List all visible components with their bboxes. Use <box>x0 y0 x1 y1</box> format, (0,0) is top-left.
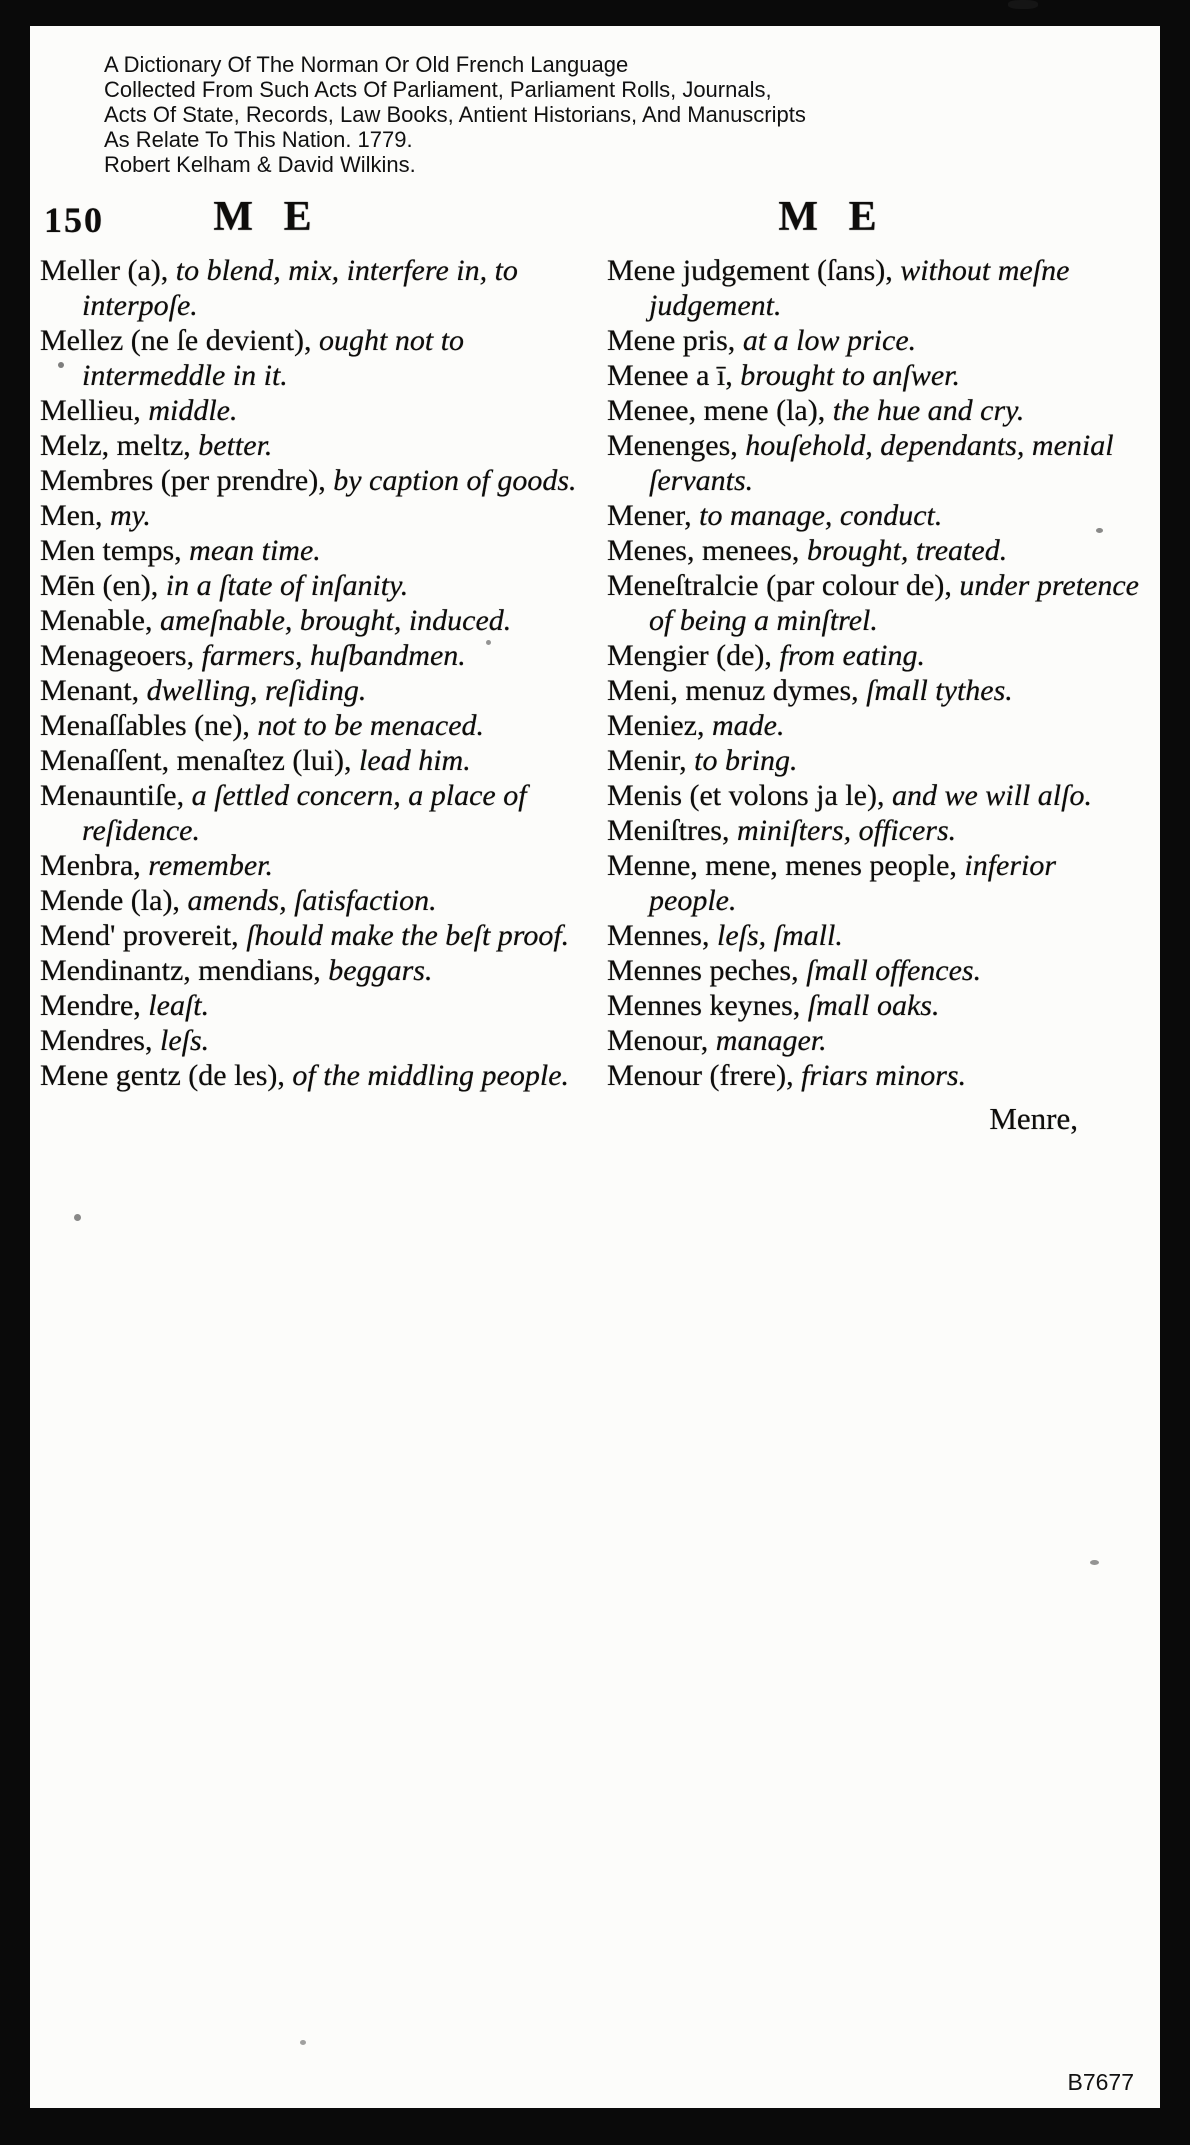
entry-term: Menne, mene, menes people, <box>607 849 957 882</box>
entry-term: Menenges, <box>607 429 738 462</box>
entry-definition: not to be menaced. <box>257 709 485 742</box>
left-column <box>40 253 581 1093</box>
entry-definition: to bring. <box>694 744 798 777</box>
entry-term: Menageoers, <box>40 639 195 672</box>
entry-term: Meniſtres, <box>607 814 730 847</box>
dictionary-entry <box>40 568 581 603</box>
entry-term: Men temps, <box>40 534 182 567</box>
entry-term: Menant, <box>40 674 140 707</box>
entry-term: Melz, meltz, <box>40 429 191 462</box>
dictionary-entry <box>607 988 1148 1023</box>
dictionary-entry <box>607 813 1148 848</box>
dictionary-entry <box>607 533 1148 568</box>
entry-term: Mellieu, <box>40 394 141 427</box>
dictionary-entry <box>40 883 581 918</box>
entry-term: Mende (la), <box>40 884 180 917</box>
entry-definition: my. <box>110 499 151 532</box>
entry-definition: to manage, conduct. <box>699 499 943 532</box>
running-head <box>30 193 1160 247</box>
entry-term: Menee, mene (la), <box>607 394 826 427</box>
entry-definition: inferior people. <box>649 849 1057 917</box>
entry-term: Menee a ī, <box>607 359 733 392</box>
dictionary-entry <box>40 1058 581 1093</box>
dictionary-entry <box>40 953 581 988</box>
dictionary-entry <box>607 323 1148 358</box>
entry-term: Mend' provereit, <box>40 919 239 952</box>
entry-term: Menable, <box>40 604 153 637</box>
entry-term: Menaſſent, menaſtez (lui), <box>40 744 352 777</box>
entry-term: Menbra, <box>40 849 141 882</box>
dictionary-entry <box>40 428 581 463</box>
column-header-right: M E <box>778 194 887 240</box>
dictionary-entry <box>607 428 1148 498</box>
entry-definition: miniſters, officers. <box>736 814 957 847</box>
dictionary-entry <box>40 393 581 428</box>
entry-term: Meniez, <box>607 709 705 742</box>
entry-definition: middle. <box>148 394 238 427</box>
page-paper <box>30 26 1160 2108</box>
dictionary-entry <box>40 463 581 498</box>
entry-term: Mennes, <box>607 919 710 952</box>
entry-definition: the hue and cry. <box>832 394 1025 427</box>
dictionary-entry <box>607 498 1148 533</box>
entry-definition: leſs, ſmall. <box>716 919 843 952</box>
entry-definition: remember. <box>148 849 273 882</box>
entry-definition: beggars. <box>328 954 433 987</box>
dictionary-entry <box>40 498 581 533</box>
dictionary-entry <box>607 358 1148 393</box>
entry-term: Mene gentz (de les), <box>40 1059 285 1092</box>
entry-definition: amends, ſatisfaction. <box>187 884 437 917</box>
scan-speckle <box>1008 0 1038 9</box>
entry-term: Menir, <box>607 744 687 777</box>
entry-term: Mene judgement (ſans), <box>607 254 893 287</box>
entry-definition: by caption of goods. <box>333 464 577 497</box>
bibliographic-header <box>30 26 1160 177</box>
header-line: A Dictionary Of The Norman Or Old French Language <box>104 52 629 77</box>
entry-definition: in a ſtate of inſanity. <box>165 569 409 602</box>
header-line: Acts Of State, Records, Law Books, Antient Historians, And Manuscripts <box>104 102 806 127</box>
entry-definition: manager. <box>715 1024 827 1057</box>
dictionary-entry <box>40 918 581 953</box>
entry-term: Mener, <box>607 499 692 532</box>
dictionary-entry <box>607 953 1148 988</box>
entry-definition: a ſettled concern, a place of reſidence. <box>82 779 527 847</box>
entry-definition: under pretence of being a minſtrel. <box>649 569 1139 637</box>
dictionary-entry <box>607 638 1148 673</box>
entry-term: Menour (frere), <box>607 1059 794 1092</box>
dictionary-entry <box>40 743 581 778</box>
entry-definition: lead him. <box>359 744 471 777</box>
entry-term: Mengier (de), <box>607 639 772 672</box>
entry-term: Men, <box>40 499 103 532</box>
column-header-left: M E <box>213 194 322 240</box>
dictionary-entry <box>607 673 1148 708</box>
dictionary-entry <box>40 603 581 638</box>
entry-definition: without meſne judgement. <box>649 254 1070 322</box>
dictionary-entry <box>40 323 581 393</box>
entry-definition: ſhould make the beſt proof. <box>246 919 570 952</box>
catchword: Menre, <box>989 1101 1078 1136</box>
entry-term: Mendinantz, mendians, <box>40 954 321 987</box>
dictionary-entry <box>607 918 1148 953</box>
header-line: Collected From Such Acts Of Parliament, Parliament Rolls, Journals, <box>104 77 772 102</box>
entry-term: Mellez (ne ſe devient), <box>40 324 312 357</box>
header-line: Robert Kelham & David Wilkins. <box>104 152 416 177</box>
entry-term: Menes, menees, <box>607 534 800 567</box>
scan-reference-id: B7677 <box>1067 2069 1134 2095</box>
dictionary-entry <box>607 708 1148 743</box>
entry-term: Meneſtralcie (par colour de), <box>607 569 952 602</box>
entry-definition: dwelling, reſiding. <box>146 674 367 707</box>
entry-term: Meni, menuz dymes, <box>607 674 859 707</box>
entry-definition: ameſnable, brought, induced. <box>159 604 512 637</box>
dictionary-entry <box>40 1023 581 1058</box>
entry-term: Menaſſables (ne), <box>40 709 250 742</box>
entry-definition: ſmall offences. <box>806 954 982 987</box>
entry-definition: from eating. <box>779 639 925 672</box>
entry-term: Mendre, <box>40 989 141 1022</box>
dictionary-entry <box>607 1058 1148 1093</box>
dictionary-entry <box>40 253 581 323</box>
dictionary-entry <box>607 253 1148 323</box>
dictionary-entry <box>40 988 581 1023</box>
entry-term: Menis (et volons ja le), <box>607 779 885 812</box>
entry-term: Mendres, <box>40 1024 153 1057</box>
header-line: As Relate To This Nation. 1779. <box>104 127 413 152</box>
entry-definition: houſehold, dependants, menial ſervants. <box>649 429 1114 497</box>
entry-definition: ought not to intermeddle in it. <box>82 324 465 392</box>
entry-definition: ſmall tythes. <box>866 674 1013 707</box>
dictionary-columns <box>30 247 1160 1093</box>
dictionary-entry <box>607 1023 1148 1058</box>
entry-term: Mene pris, <box>607 324 736 357</box>
entry-term: Mennes peches, <box>607 954 799 987</box>
dictionary-entry <box>607 743 1148 778</box>
entry-term: Meller (a), <box>40 254 169 287</box>
dictionary-entry <box>40 778 581 848</box>
entry-definition: friars minors. <box>801 1059 967 1092</box>
dictionary-entry <box>40 533 581 568</box>
dictionary-entry <box>607 568 1148 638</box>
dictionary-entry <box>40 673 581 708</box>
entry-definition: and we will alſo. <box>891 779 1092 812</box>
entry-definition: leſs. <box>159 1024 210 1057</box>
dictionary-entry <box>607 393 1148 428</box>
dictionary-entry <box>40 848 581 883</box>
page-number: 150 <box>44 200 104 240</box>
dictionary-entry <box>607 778 1148 813</box>
dictionary-entry <box>40 638 581 673</box>
entry-definition: to blend, mix, interfere in, to interpoſe. <box>82 254 518 322</box>
entry-term: Menauntiſe, <box>40 779 185 812</box>
entry-definition: brought, treated. <box>806 534 1008 567</box>
entry-definition: of the middling people. <box>292 1059 570 1092</box>
entry-term: Mennes keynes, <box>607 989 801 1022</box>
entry-definition: better. <box>198 429 273 462</box>
entry-definition: farmers, huſbandmen. <box>201 639 466 672</box>
entry-term: Menour, <box>607 1024 709 1057</box>
entry-definition: leaſt. <box>148 989 210 1022</box>
entry-term: Membres (per prendre), <box>40 464 326 497</box>
entry-definition: ſmall oaks. <box>807 989 940 1022</box>
entry-definition: mean time. <box>189 534 321 567</box>
entry-term: Mēn (en), <box>40 569 159 602</box>
entry-definition: made. <box>711 709 785 742</box>
right-column <box>607 253 1148 1093</box>
dictionary-entry <box>607 848 1148 918</box>
dictionary-entry <box>40 708 581 743</box>
entry-definition: at a low price. <box>742 324 917 357</box>
entry-definition: brought to anſwer. <box>740 359 961 392</box>
